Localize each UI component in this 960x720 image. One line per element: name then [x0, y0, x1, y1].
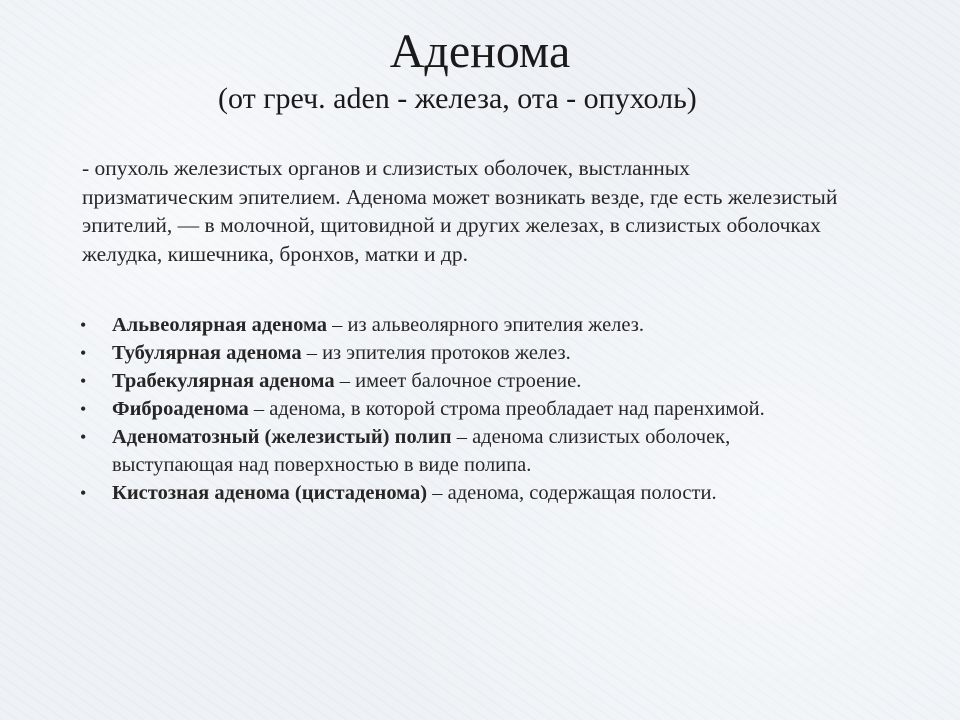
list-item-term: Трабекулярная аденома: [112, 370, 335, 392]
list-item: [80, 479, 780, 507]
list-item: [80, 395, 780, 423]
bullet-icon: •: [80, 315, 87, 335]
list-item-text: – из альвеолярного эпителия желез.: [327, 314, 644, 336]
bullet-icon: •: [80, 483, 87, 503]
list-item: [80, 423, 780, 479]
list-item-term: Кистозная аденома (цистаденома): [112, 482, 428, 504]
list-item: [80, 311, 780, 339]
adenoma-types-list: [80, 311, 780, 507]
list-item-text: – из эпителия протоков желез.: [301, 342, 571, 364]
list-item-term: Тубулярная аденома: [112, 342, 302, 364]
list-item: [80, 339, 780, 367]
list-item-text: – аденома, в которой строма преобладает над паренхимой.: [248, 398, 765, 420]
bullet-icon: •: [80, 371, 87, 391]
list-item-term: Альвеолярная аденома: [112, 314, 328, 336]
slide-title: Аденома: [389, 25, 571, 78]
bullet-icon: •: [80, 399, 87, 419]
list-item-term: Фиброаденома: [112, 398, 249, 420]
slide-subtitle: (от греч. aden - железа, ота - опухоль): [218, 82, 697, 115]
list-item: [80, 367, 780, 395]
bullet-icon: •: [80, 427, 87, 447]
list-item-text: – имеет балочное строение.: [334, 370, 582, 392]
list-item-term: Аденоматозный (железистый) полип: [112, 426, 452, 448]
list-item-text: – аденома, содержащая полости.: [427, 482, 717, 504]
intro-paragraph: - опухоль железистых органов и слизистых оболочек, выстланных призматическим эпителием. Аденома может возникать везде, где есть железистый эпителий, — в молочной, щитовидной и других железах, в слизистых оболочках желудка, кишечника, бронхов, матки и др.: [82, 156, 838, 266]
bullet-icon: •: [80, 343, 87, 363]
list-item-text: – аденома слизистых оболочек, выступающая над поверхностью в виде полипа.: [112, 426, 731, 476]
